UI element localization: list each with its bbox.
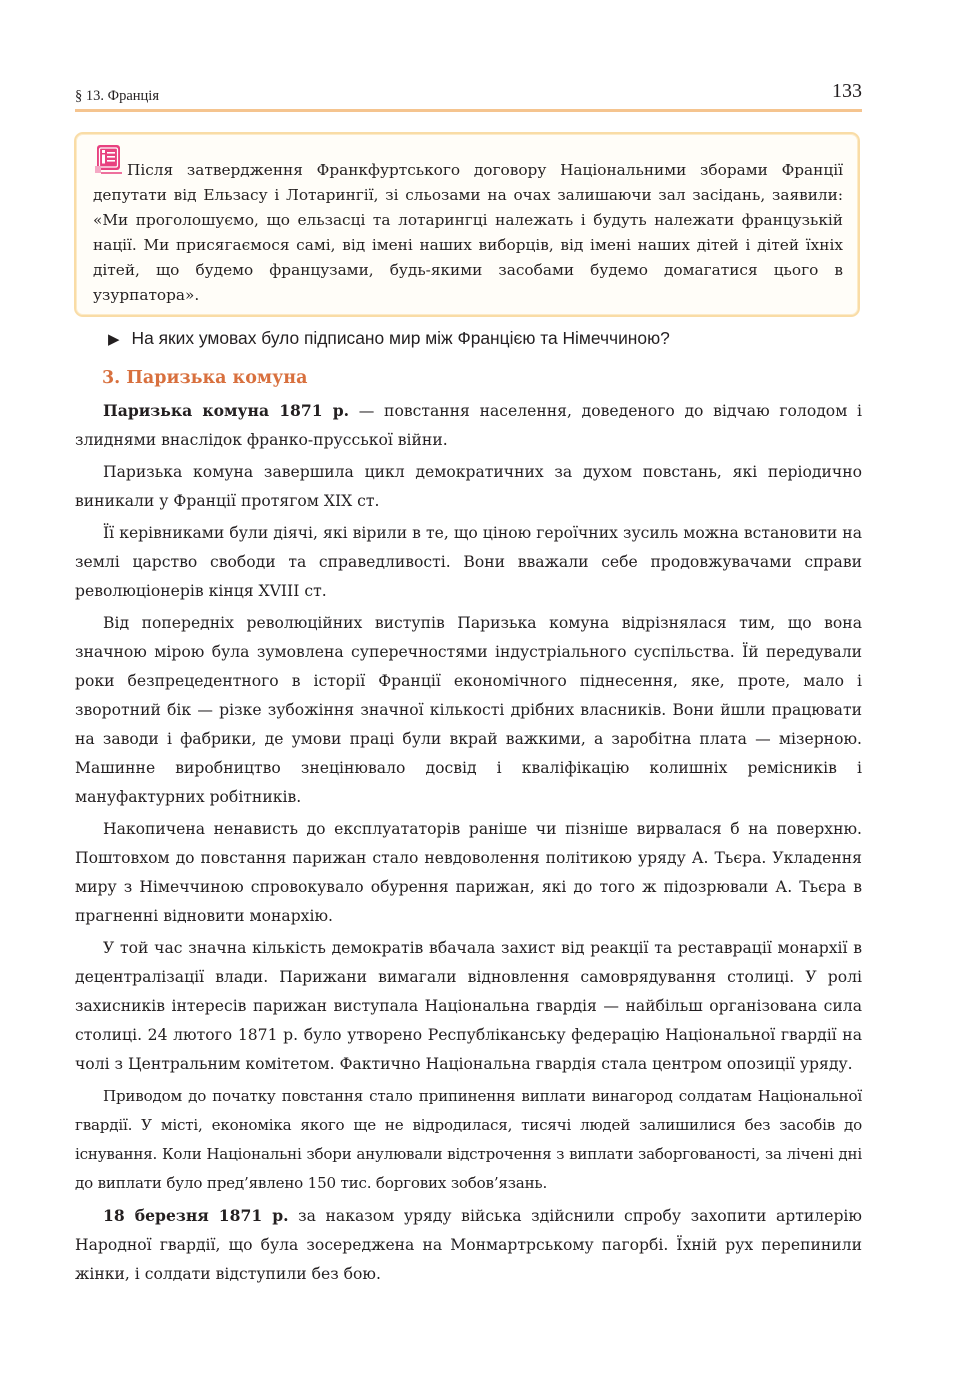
header-divider (75, 109, 862, 112)
paragraph-8-text: за наказом уряду війська здійснили спробу захопити артилерію Народної гвардії, що була зосереджена на Монмартрському пагорбі. Їхній рух перепинили жінки, і солдати відступили без бою. (75, 1207, 862, 1283)
page-number: 133 (832, 80, 862, 102)
paragraph-3: Її керівниками були діячі, які вірили в те, що ціною героїчних зусиль можна встановити на землі царство свободи та справедливості. Вони вважали себе продовжувачами справи революціонерів кінця XVIII ст. (75, 524, 862, 600)
question-text: На яких умовах було підписано мир між Францією та Німеччиною? (131, 328, 670, 348)
paragraph-4: Від попередніх революційних виступів Паризька комуна відрізнялася тим, що вона значною мірою була зумовлена суперечностями індустріального суспільства. Їй передували роки безпрецедентного в історії Франції економічного піднесення, яке, проте, мало і зворотний бік — різке зубожіння значної кількості дрібних власників. Вони йшли працювати на заводи і фабрики, де умови праці були вкрай важкими, а заробітна плата — мізерною. Машинне виробництво знецінювало досвід і кваліфікацію колишніх ремісників і мануфактурних робітників. (75, 614, 862, 806)
paragraph-1-text: — повстання населення, доведеного до відчаю голодом і злиднями внаслідок франко-прусської війни. (75, 402, 862, 449)
paragraph-8 (75, 1201, 862, 1289)
document-quote-box (74, 132, 860, 317)
play-triangle-icon: ▶ (108, 331, 120, 348)
section-running-title: § 13. Франція (75, 88, 159, 104)
paragraph-6: У той час значна кількість демократів вбачала захист від реакції та реставрації монархії в децентралізації влади. Парижани вимагали відновлення самоврядування столиці. У ролі захисників інтересів парижан виступала Національна гвардія — найбільш організована сила столиці. 24 лютого 1871 р. було утворено Республіканську федерацію Національної гвардії на чолі з Центральним комітетом. Фактично Національна гвардія стала центром опозиції уряду. (75, 939, 862, 1073)
date-march-18: 18 березня 1871 р. (103, 1206, 289, 1225)
term-paris-commune: Паризька комуна 1871 р. (103, 401, 350, 420)
paragraph-2: Паризька комуна завершила цикл демократичних за духом повстань, які періодично виникали у Франції протягом XIX ст. (75, 463, 862, 510)
main-text (75, 396, 862, 1289)
paragraph-1 (75, 396, 862, 455)
quote-text-block (93, 158, 843, 308)
review-question (108, 328, 670, 349)
page-header (75, 80, 862, 106)
section-heading: 3. Паризька комуна (102, 368, 308, 388)
paragraph-5: Накопичена ненависть до експлуататорів раніше чи пізніше вирвалася б на поверхню. Поштовхом до повстання парижан стало невдоволення політикою уряду А. Тьєра. Укладення миру з Німеччиною спровокувало обурення парижан, які до того ж підозрювали А. Тьєра в прагненні відновити монархію. (75, 820, 862, 925)
quote-text: Після затвердження Франкфуртського договору Національними зборами Франції депутати від Ельзасу і Лотарингії, зі сльозами на очах залишаючи зал засідань, заявили: «Ми проголошуємо, що ельзасці та лотарингці належать і будуть належати французькій нації. Ми присягаємося самі, від імені наших виборців, від імені наших дітей і дітей їхніх дітей, що будемо французами, будь-якими засобами будемо домагатися цього в узурпатора». (93, 161, 843, 304)
document-info-icon (93, 144, 124, 174)
paragraph-7: Приводом до початку повстання стало припинення виплати винагород солдатам Національної гвардії. У місті, економіка якого ще не відродилася, тисячі людей залишилися без засобів до існування. Коли Національні збори анулювали відстрочення з виплати заборгованості, за лічені дні до виплати було пред’явлено 150 тис. боргових зобов’язань. (75, 1087, 862, 1192)
